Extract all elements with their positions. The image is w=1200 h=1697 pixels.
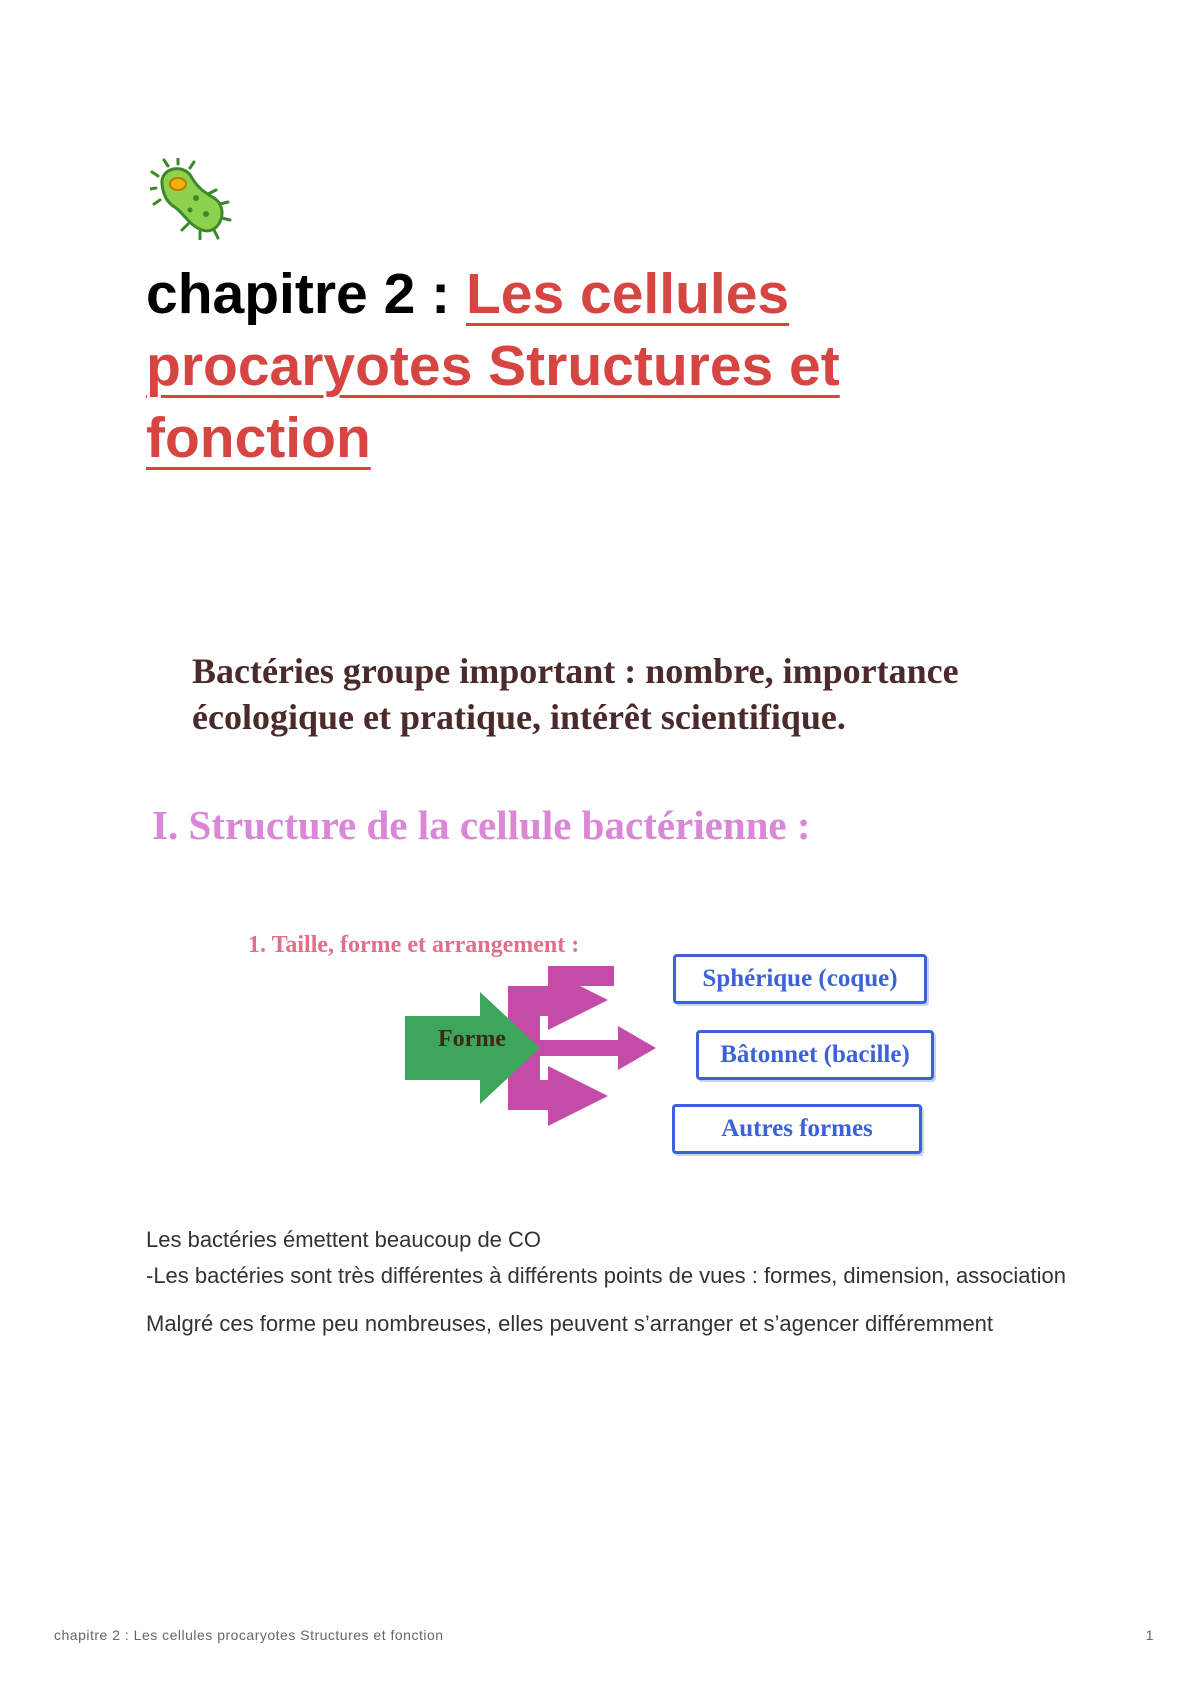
magenta-branch-upper xyxy=(548,966,614,986)
page-number: 1 xyxy=(1145,1627,1154,1643)
figure-subheading: 1. Taille, forme et arrangement : xyxy=(248,932,580,958)
footer-title: chapitre 2 : Les cellules procaryotes Structures et fonction xyxy=(54,1627,444,1643)
target-label-spherique: Sphérique (coque) xyxy=(702,965,898,992)
figure-intro: Bactéries groupe important : nombre, importance écologique et pratique, intérêt scientifique. xyxy=(192,651,959,737)
body-line-1: Les bactéries émettent beaucoup de CO xyxy=(146,1227,542,1252)
figure-scan xyxy=(148,630,1048,1150)
body-text xyxy=(146,1222,1076,1342)
document-title xyxy=(146,258,906,474)
forme-label: Forme xyxy=(438,1026,506,1052)
figure-section-heading: I. Structure de la cellule bactérienne : xyxy=(152,802,811,848)
target-label-batonnet: Bâtonnet (bacille) xyxy=(720,1041,910,1068)
target-box-spherique xyxy=(673,954,927,1004)
title-main: Les cellules procaryotes Structures et fonction xyxy=(146,262,840,470)
body-line-3: Malgré ces forme peu nombreuses, elles peuvent s’arranger et s’agencer différemment xyxy=(146,1311,994,1336)
target-label-autres: Autres formes xyxy=(721,1115,873,1142)
target-box-batonnet xyxy=(696,1030,934,1080)
page-footer xyxy=(54,1627,1154,1643)
body-line-2: -Les bactéries sont très différentes à différents points de vues : formes, dimension, association xyxy=(146,1263,1067,1288)
microbe-icon xyxy=(150,158,232,240)
target-box-autres xyxy=(672,1104,922,1154)
title-prefix: chapitre 2 : xyxy=(146,262,466,326)
